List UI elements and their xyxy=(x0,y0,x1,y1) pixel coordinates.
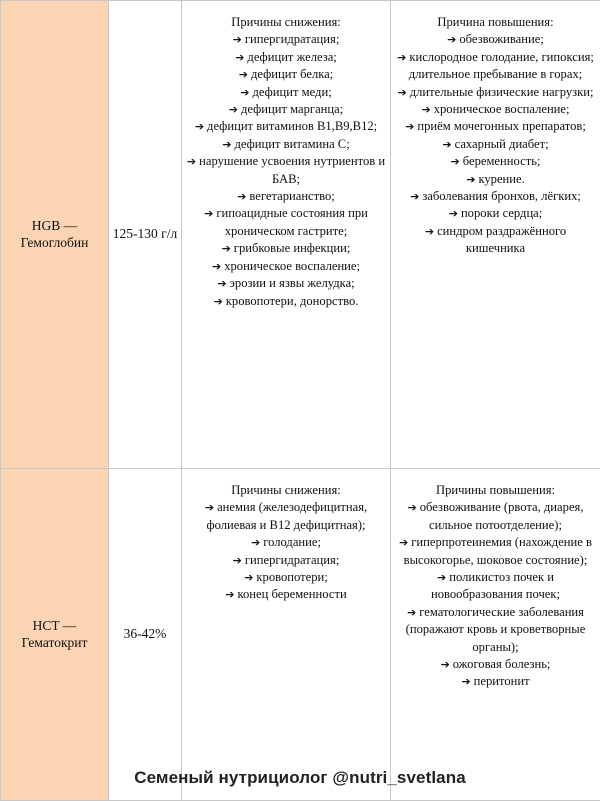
list-item xyxy=(394,223,597,258)
list-item xyxy=(394,534,597,569)
arrow-icon: ➔ xyxy=(447,33,456,46)
arrow-icon: ➔ xyxy=(233,33,242,46)
list-item-text: длительные физические нагрузки; xyxy=(410,85,594,99)
indicator-code: HCT — xyxy=(1,618,108,635)
list-item-text: обезвоживание; xyxy=(459,32,543,46)
list-item-text: дефицит марганца; xyxy=(241,102,343,116)
list-item xyxy=(185,534,387,551)
arrow-icon: ➔ xyxy=(449,207,458,220)
decrease-cell-hgb xyxy=(182,1,391,469)
list-item-text: хроническое воспаление; xyxy=(224,259,360,273)
arrow-icon: ➔ xyxy=(212,260,221,273)
increase-title: Причина повышения: xyxy=(394,14,597,31)
list-item-text: вегетарианство; xyxy=(249,189,334,203)
arrow-icon: ➔ xyxy=(217,277,226,290)
norm-value: 36-42% xyxy=(124,626,167,641)
arrow-icon: ➔ xyxy=(421,103,430,116)
arrow-icon: ➔ xyxy=(195,120,204,133)
indicator-name: Гематокрит xyxy=(1,635,108,652)
arrow-icon: ➔ xyxy=(441,658,450,671)
arrow-icon: ➔ xyxy=(205,501,214,514)
decrease-title: Причины снижения: xyxy=(185,482,387,499)
arrow-icon: ➔ xyxy=(442,138,451,151)
list-item-text: нарушение усвоения нутриентов и БАВ; xyxy=(199,154,385,185)
list-item xyxy=(185,118,387,135)
list-item-text: кислородное голодание, гипоксия; длительное пребывание в горах; xyxy=(409,50,594,81)
decrease-cell-hct xyxy=(182,469,391,801)
norm-cell-hct xyxy=(109,469,182,801)
arrow-icon: ➔ xyxy=(461,675,470,688)
list-item-text: перитонит xyxy=(474,674,530,688)
table-row-hgb xyxy=(1,1,600,469)
list-item-text: гипергидратация; xyxy=(245,32,339,46)
arrow-icon: ➔ xyxy=(240,86,249,99)
list-item xyxy=(394,153,597,170)
list-item-text: сахарный диабет; xyxy=(455,137,549,151)
list-item xyxy=(394,171,597,188)
arrow-icon: ➔ xyxy=(451,155,460,168)
increase-title: Причины повышения: xyxy=(394,482,597,499)
list-item-text: дефицит белка; xyxy=(251,67,333,81)
list-item-text: голодание; xyxy=(263,535,321,549)
list-item xyxy=(185,293,387,310)
list-item-text: кровопотери; xyxy=(256,570,327,584)
arrow-icon: ➔ xyxy=(410,190,419,203)
arrow-icon: ➔ xyxy=(214,295,223,308)
list-item-text: дефицит витаминов В1,В9,В12; xyxy=(207,119,377,133)
list-item-text: заболевания бронхов, лёгких; xyxy=(422,189,581,203)
indicator-cell-hgb xyxy=(1,1,109,469)
norm-value: 125-130 г/л xyxy=(113,226,177,241)
decrease-list xyxy=(185,31,387,310)
arrow-icon: ➔ xyxy=(397,86,406,99)
list-item xyxy=(394,205,597,222)
arrow-icon: ➔ xyxy=(437,571,446,584)
list-item xyxy=(394,49,597,84)
arrow-icon: ➔ xyxy=(239,68,248,81)
list-item xyxy=(185,188,387,205)
increase-list xyxy=(394,499,597,690)
list-item-text: анемия (железодефицитная, фолиевая и В12 дефицитная); xyxy=(206,500,367,531)
list-item-text: хроническое воспаление; xyxy=(434,102,570,116)
arrow-icon: ➔ xyxy=(235,51,244,64)
list-item-text: курение. xyxy=(478,172,524,186)
list-item xyxy=(185,275,387,292)
list-item-text: приём мочегонных препаратов; xyxy=(417,119,585,133)
list-item xyxy=(185,49,387,66)
list-item-text: дефицит меди; xyxy=(252,85,331,99)
arrow-icon: ➔ xyxy=(229,103,238,116)
list-item xyxy=(185,66,387,83)
list-item-text: гипергидратация; xyxy=(245,553,339,567)
list-item xyxy=(185,569,387,586)
arrow-icon: ➔ xyxy=(408,501,417,514)
list-item xyxy=(394,118,597,135)
decrease-list xyxy=(185,499,387,603)
author-watermark: Семеный нутрициолог @nutri_svetlana xyxy=(0,768,600,788)
indicator-cell-hct xyxy=(1,469,109,801)
list-item xyxy=(185,205,387,240)
list-item xyxy=(394,499,597,534)
list-item xyxy=(394,136,597,153)
list-item-text: конец беременности xyxy=(238,587,347,601)
increase-cell-hgb xyxy=(391,1,600,469)
increase-cell-hct xyxy=(391,469,600,801)
list-item xyxy=(185,31,387,48)
list-item-text: гематологические заболевания (поражают кровь и кроветворные органы); xyxy=(406,605,586,654)
list-item xyxy=(394,188,597,205)
list-item-text: ожоговая болезнь; xyxy=(453,657,551,671)
indicator-name: Гемоглобин xyxy=(1,235,108,252)
indicator-code: HGB — xyxy=(1,218,108,235)
arrow-icon: ➔ xyxy=(399,536,408,549)
arrow-icon: ➔ xyxy=(407,606,416,619)
list-item xyxy=(394,569,597,604)
list-item-text: обезвоживание (рвота, диарея, сильное потоотделение); xyxy=(420,500,584,531)
list-item-text: эрозии и язвы желудка; xyxy=(230,276,355,290)
list-item xyxy=(185,101,387,118)
arrow-icon: ➔ xyxy=(237,190,246,203)
list-item xyxy=(394,84,597,101)
list-item-text: гиперпротеинемия (нахождение в высокогорье, шоковое состояние); xyxy=(404,535,592,566)
list-item-text: дефицит железа; xyxy=(247,50,336,64)
list-item xyxy=(185,552,387,569)
decrease-title: Причины снижения: xyxy=(185,14,387,31)
list-item xyxy=(185,499,387,534)
list-item xyxy=(394,101,597,118)
list-item xyxy=(185,84,387,101)
arrow-icon: ➔ xyxy=(405,120,414,133)
arrow-icon: ➔ xyxy=(425,225,434,238)
list-item xyxy=(185,153,387,188)
list-item xyxy=(394,673,597,690)
arrow-icon: ➔ xyxy=(222,242,231,255)
list-item xyxy=(394,604,597,656)
norm-cell-hgb xyxy=(109,1,182,469)
increase-list xyxy=(394,31,597,257)
list-item-text: кровопотери, донорство. xyxy=(226,294,359,308)
list-item-text: дефицит витамина С; xyxy=(235,137,350,151)
list-item xyxy=(394,31,597,48)
list-item-text: пороки сердца; xyxy=(461,206,542,220)
arrow-icon: ➔ xyxy=(187,155,196,168)
arrow-icon: ➔ xyxy=(397,51,406,64)
arrow-icon: ➔ xyxy=(244,571,253,584)
arrow-icon: ➔ xyxy=(225,588,234,601)
list-item xyxy=(394,656,597,673)
table-row-hct xyxy=(1,469,600,801)
list-item-text: грибковые инфекции; xyxy=(234,241,351,255)
arrow-icon: ➔ xyxy=(251,536,260,549)
list-item xyxy=(185,136,387,153)
arrow-icon: ➔ xyxy=(204,207,213,220)
arrow-icon: ➔ xyxy=(233,554,242,567)
list-item-text: гипоацидные состояния при хроническом гастрите; xyxy=(216,206,368,237)
list-item-text: синдром раздражённого кишечника xyxy=(437,224,566,255)
arrow-icon: ➔ xyxy=(222,138,231,151)
list-item-text: поликистоз почек и новообразования почек; xyxy=(431,570,560,601)
arrow-icon: ➔ xyxy=(466,173,475,186)
list-item xyxy=(185,240,387,257)
list-item-text: беременность; xyxy=(463,154,541,168)
list-item xyxy=(185,258,387,275)
list-item xyxy=(185,586,387,603)
